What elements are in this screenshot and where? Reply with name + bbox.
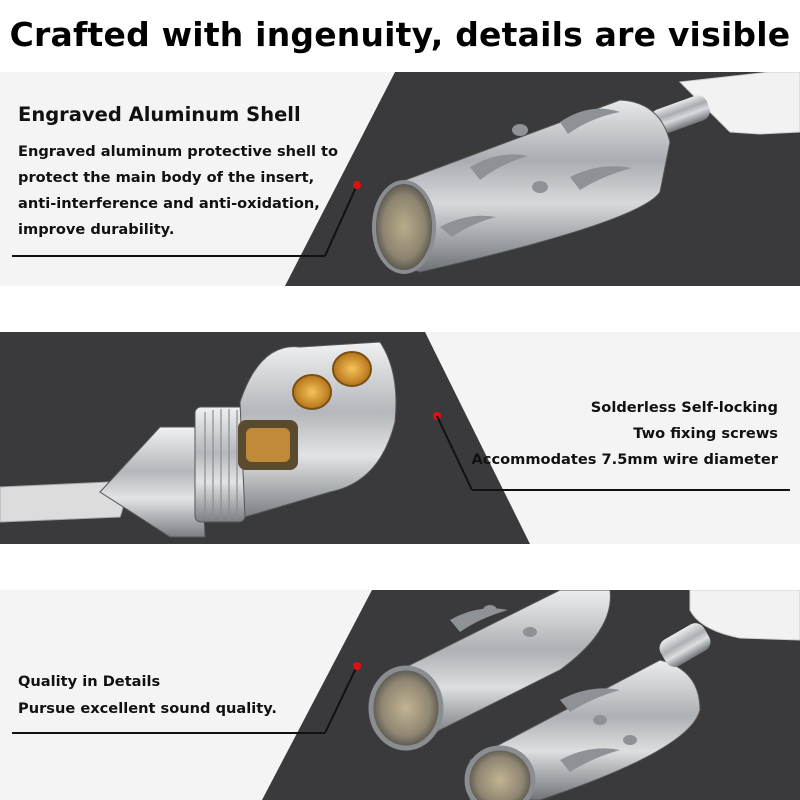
panel-self-locking: [0, 332, 800, 544]
section1-line-2: protect the main body of the insert,: [18, 169, 315, 186]
section3-line-1: Quality in Details: [18, 673, 161, 690]
panel-aluminum-shell: [0, 72, 800, 286]
callout-marker: [353, 181, 361, 189]
section1-heading: Engraved Aluminum Shell: [18, 103, 301, 126]
section2-line-1: Solderless Self-locking: [590, 399, 778, 416]
section2-line-3: Accommodates 7.5mm wire diameter: [471, 451, 778, 468]
section1-line-1: Engraved aluminum protective shell to: [18, 143, 339, 160]
section2-line-2: Two fixing screws: [633, 425, 778, 442]
section1-line-3: anti-interference and anti-oxidation,: [18, 195, 320, 212]
page-headline: Crafted with ingenuity, details are visible: [9, 15, 791, 54]
section1-line-4: improve durability.: [18, 221, 175, 238]
panel-quality-details: [0, 590, 800, 800]
section3-line-2: Pursue excellent sound quality.: [18, 700, 277, 717]
panel-quality-details-graphic: [0, 590, 800, 800]
callout-marker: [353, 662, 361, 670]
